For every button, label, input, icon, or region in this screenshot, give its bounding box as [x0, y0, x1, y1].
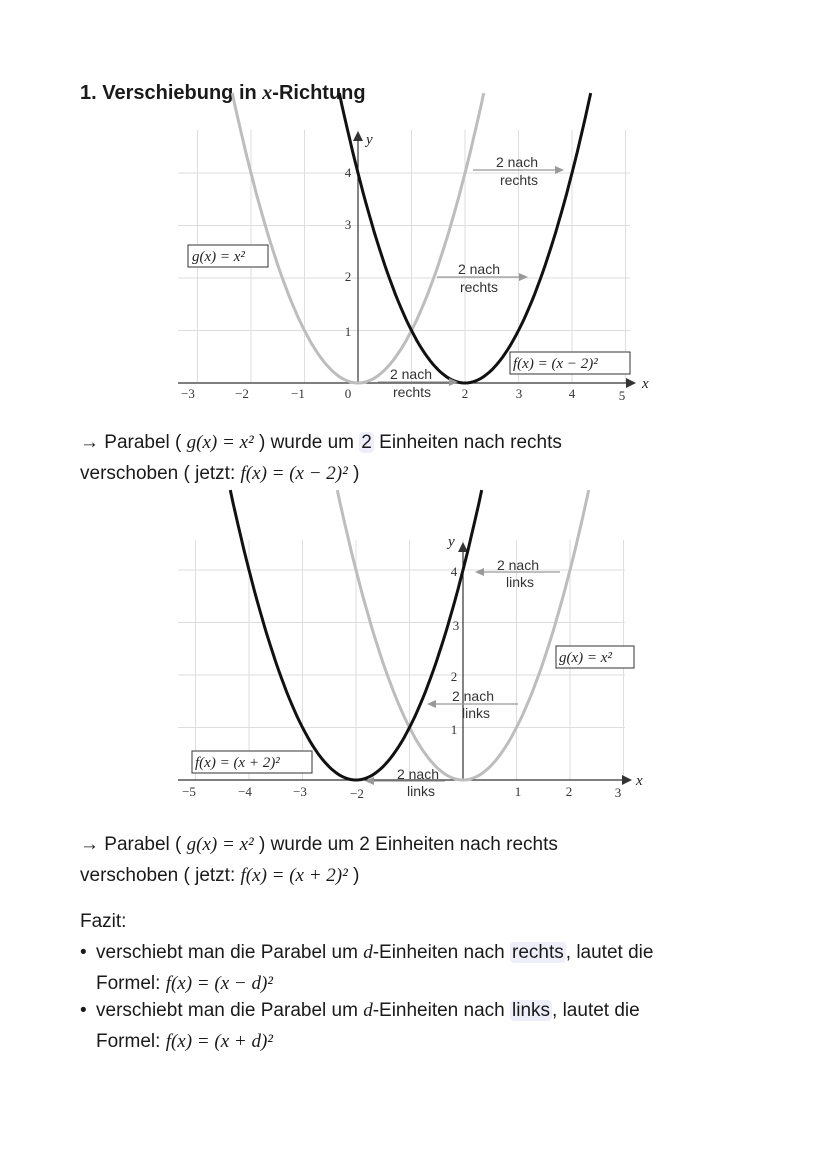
graph1-x-tick: −2	[235, 386, 249, 401]
graph2-x-tick: −4	[238, 784, 252, 799]
graph2-shift-arrowhead-top	[475, 568, 484, 576]
graph1-label-f: f(x) = (x − 2)²	[513, 356, 598, 372]
graph1-y-tick: 4	[344, 165, 352, 180]
graph1-shift-note-top: 2 nach	[495, 154, 539, 170]
explanation-1-line1: → Parabel ( g(x) = x² ) wurde um 2 Einheiten nach rechts	[80, 432, 562, 453]
explanation-2-formula-g: g(x) = x²	[186, 834, 254, 855]
graph1-shift-note-mid-dir: rechts	[459, 279, 499, 295]
graph2-y-tick: 2	[450, 669, 458, 684]
graph1-x-tick: 3	[515, 386, 523, 401]
fazit-direction-right: rechts	[512, 942, 564, 963]
graph2-y-tick: 4	[450, 564, 458, 579]
graph1-shift-note-mid: 2 nach	[457, 261, 501, 277]
graph2-y-tick: 1	[450, 722, 458, 737]
graph2-shift-note-mid-dir: links	[461, 705, 491, 721]
graph2-shift-note-bottom-dir: links	[406, 783, 436, 799]
graph2-shift-note-top-dir: links	[505, 574, 535, 590]
fazit-formula-right: f(x) = (x − d)²	[165, 973, 273, 994]
graph2-label-g: g(x) = x²	[559, 650, 612, 666]
graph2-x-tick: −3	[293, 784, 307, 799]
heading-variable: x	[262, 82, 273, 104]
graph1-x-tick: −1	[291, 386, 305, 401]
graph2-shift-note-mid: 2 nach	[451, 688, 495, 704]
graph1-x-axis-label: x	[642, 376, 649, 392]
explanation-2-formula-f: f(x) = (x + 2)²	[240, 865, 348, 886]
graph2-x-tick: 2	[565, 784, 573, 799]
graph2-x-arrow	[622, 775, 632, 785]
graph1-shift-note-bottom-dir: rechts	[392, 384, 432, 400]
graph2-x-tick: −5	[182, 784, 196, 799]
section-heading: 1. Verschiebung in x-Richtung	[80, 82, 366, 104]
graph1-y-tick: 1	[344, 324, 352, 339]
graph1-x-tick: −3	[181, 386, 195, 401]
graph2-shift-arrowhead-mid	[427, 700, 436, 708]
explanation-1-number: 2	[361, 432, 372, 453]
graph2-label-f: f(x) = (x + 2)²	[195, 755, 280, 771]
explanation-2-number: 2	[359, 834, 370, 855]
graph2-x-tick: 1	[514, 784, 522, 799]
explanation-2-line2: verschoben ( jetzt: f(x) = (x + 2)² )	[80, 865, 360, 886]
graph1-x-tick: 5	[618, 388, 626, 403]
bullet-icon: •	[80, 1000, 87, 1021]
bullet-icon: •	[80, 942, 87, 963]
graph2-y-tick: 3	[452, 618, 460, 633]
graph1-shift-note-bottom: 2 nach	[389, 366, 433, 382]
graph1-x-tick: 2	[461, 386, 469, 401]
graph2-shift-note-bottom: 2 nach	[396, 766, 440, 782]
fazit-title: Fazit:	[80, 911, 127, 932]
fazit-formula-left: f(x) = (x + d)²	[165, 1031, 273, 1052]
graph1-y-axis-label: y	[366, 132, 373, 148]
explanation-1-formula-g: g(x) = x²	[186, 432, 254, 453]
graph1-x-tick: 0	[344, 386, 352, 401]
graph1-y-tick: 3	[344, 217, 352, 232]
graph1-x-tick: 4	[568, 386, 576, 401]
explanation-2-line1: → Parabel ( g(x) = x² ) wurde um 2 Einheiten nach rechts	[80, 834, 558, 855]
graph1-shift-note-top-dir: rechts	[499, 172, 539, 188]
graph2-x-axis-label: x	[636, 773, 643, 789]
graph2-y-axis-label: y	[448, 534, 455, 550]
graph1-label-g: g(x) = x²	[192, 249, 245, 265]
fazit-direction-left: links	[512, 1000, 551, 1021]
graph2-x-tick: 3	[614, 785, 622, 800]
explanation-1-line2: verschoben ( jetzt: f(x) = (x − 2)² )	[80, 463, 360, 484]
graph2-shift-note-top: 2 nach	[496, 557, 540, 573]
explanation-2	[80, 829, 558, 891]
graph2-x-tick: −2	[350, 786, 364, 801]
graph1-y-tick: 2	[344, 269, 352, 284]
explanation-1-formula-f: f(x) = (x − 2)²	[240, 463, 348, 484]
